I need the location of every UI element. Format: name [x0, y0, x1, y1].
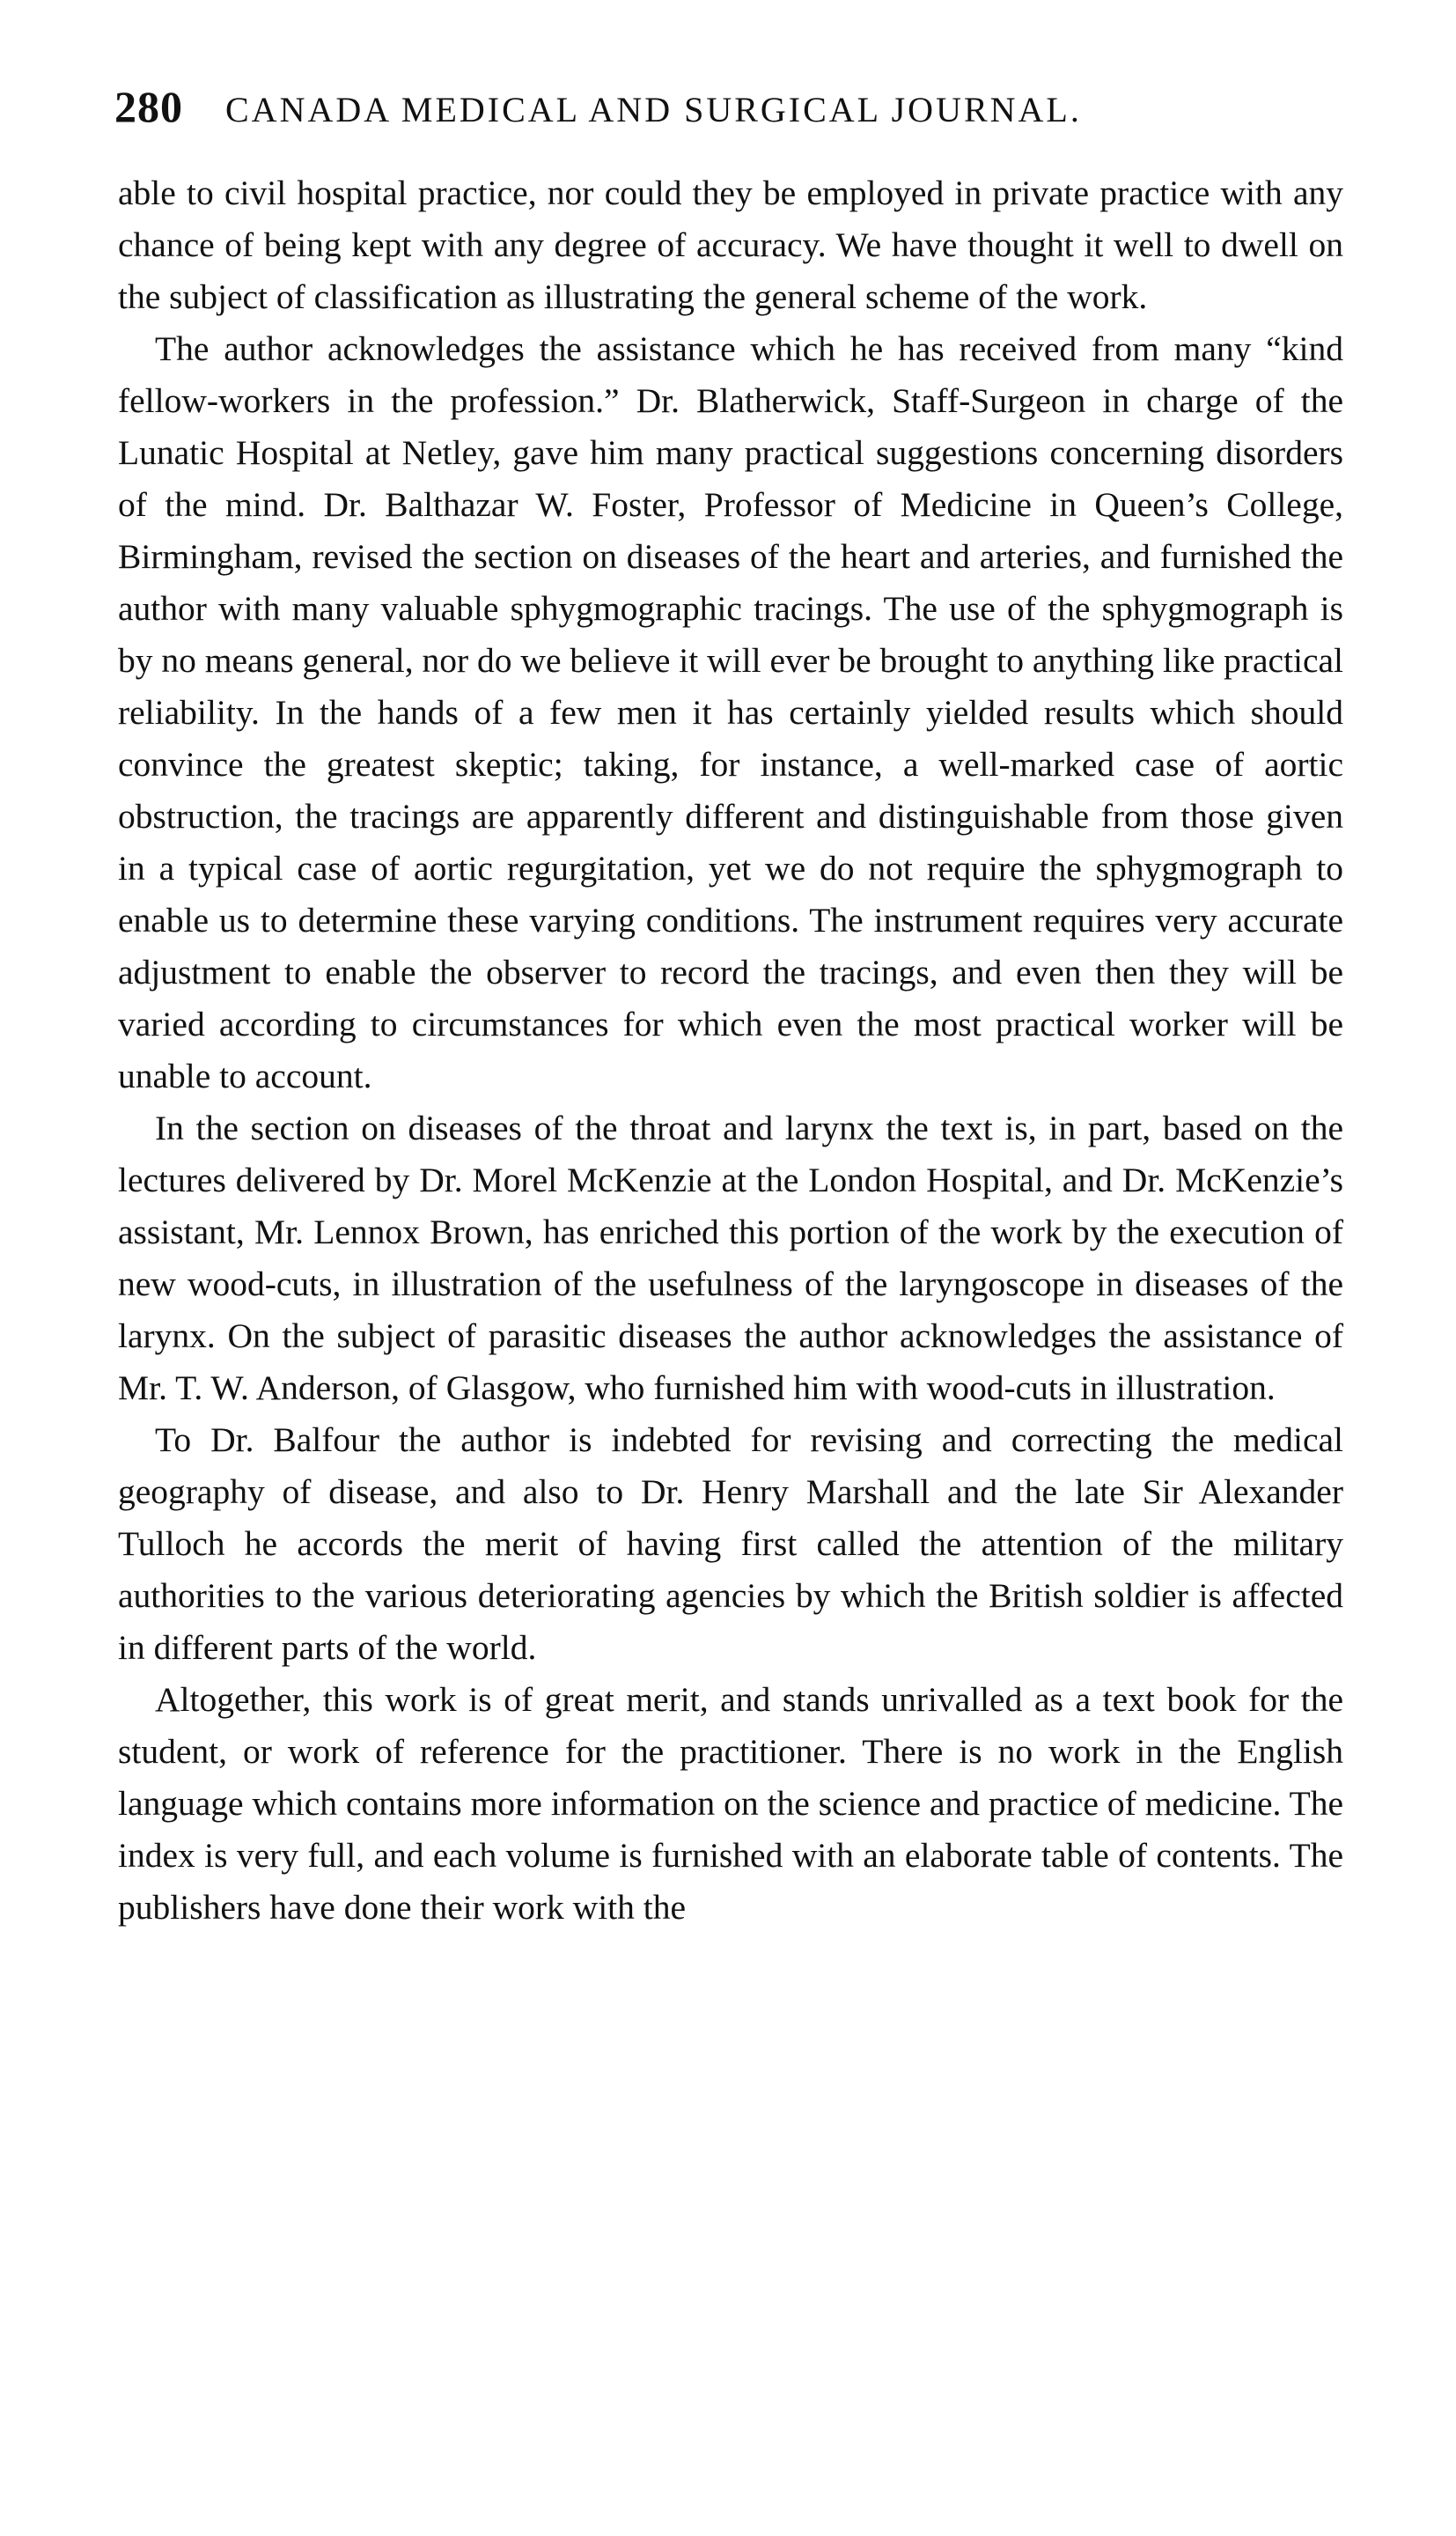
article-body — [118, 167, 1343, 1934]
paragraph-throat-larynx: In the section on diseases of the throat and larynx the text is, in part, based on the lectures delivered by Dr. Morel McKenzie at the London Hospital, and Dr. McKenzie’s assistant, Mr. Lennox Brown, has enriched this portion of the work by the execution of new wood-cuts, in illustration of the usefulness of the laryngoscope in diseases of the larynx. On the subject of parasitic diseases the author acknowledges the assistance of Mr. T. W. Anderson, of Glasgow, who furnished him with wood-cuts in illustration. — [118, 1109, 1343, 1407]
page-header — [114, 81, 1347, 143]
paragraph-conclusion: Altogether, this work is of great merit, and stands unrivalled as a text book for the student, or work of reference for the practitioner. There is no work in the English language which contains more information on the science and practice of medicine. The index is very full, and each volume is furnished with an elaborate table of contents. The publishers have done their work with the — [118, 1680, 1343, 1927]
running-title: CANADA MEDICAL AND SURGICAL JOURNAL. — [225, 90, 1082, 129]
paragraph-acknowledgements: The author acknowledges the assistance which he has received from many “kind fellow-workers in the profession.” Dr. Blatherwick, Staff-Surgeon in charge of the Lunatic Hospital at Netley, gave him many practical suggestions concerning disorders of the mind. Dr. Balthazar W. Foster, Professor of Medicine in Queen’s College, Birmingham, revised the section on diseases of the heart and arteries, and furnished the author with many valuable sphygmographic tracings. The use of the sphygmograph is by no means general, nor do we believe it will ever be brought to anything like practical reliability. In the hands of a few men it has certainly yielded results which should convince the greatest skeptic; taking, for instance, a well-marked case of aortic obstruction, the tracings are apparently different and distinguishable from those given in a typical case of aortic regurgitation, yet we do not require the sphygmograph to enable us to determine these varying conditions. The instrument requires very accurate adjustment to enable the observer to record the tracings, and even then they will be varied according to circumstances for which even the most practical worker will be unable to account. — [118, 329, 1343, 1095]
page-number: 280 — [114, 82, 183, 131]
paragraph-continued: able to civil hospital practice, nor could they be employed in private practice with any chance of being kept with any degree of accuracy. We have thought it well to dwell on the subject of classification as illustrating the general scheme of the work. — [118, 173, 1343, 316]
paragraph-medical-geography: To Dr. Balfour the author is indebted for revising and correcting the medical geography of disease, and also to Dr. Henry Marshall and the late Sir Alexander Tulloch he accords the merit of having first called the attention of the military authorities to the various deteriorating agencies by which the British soldier is affected in different parts of the world. — [118, 1420, 1343, 1667]
